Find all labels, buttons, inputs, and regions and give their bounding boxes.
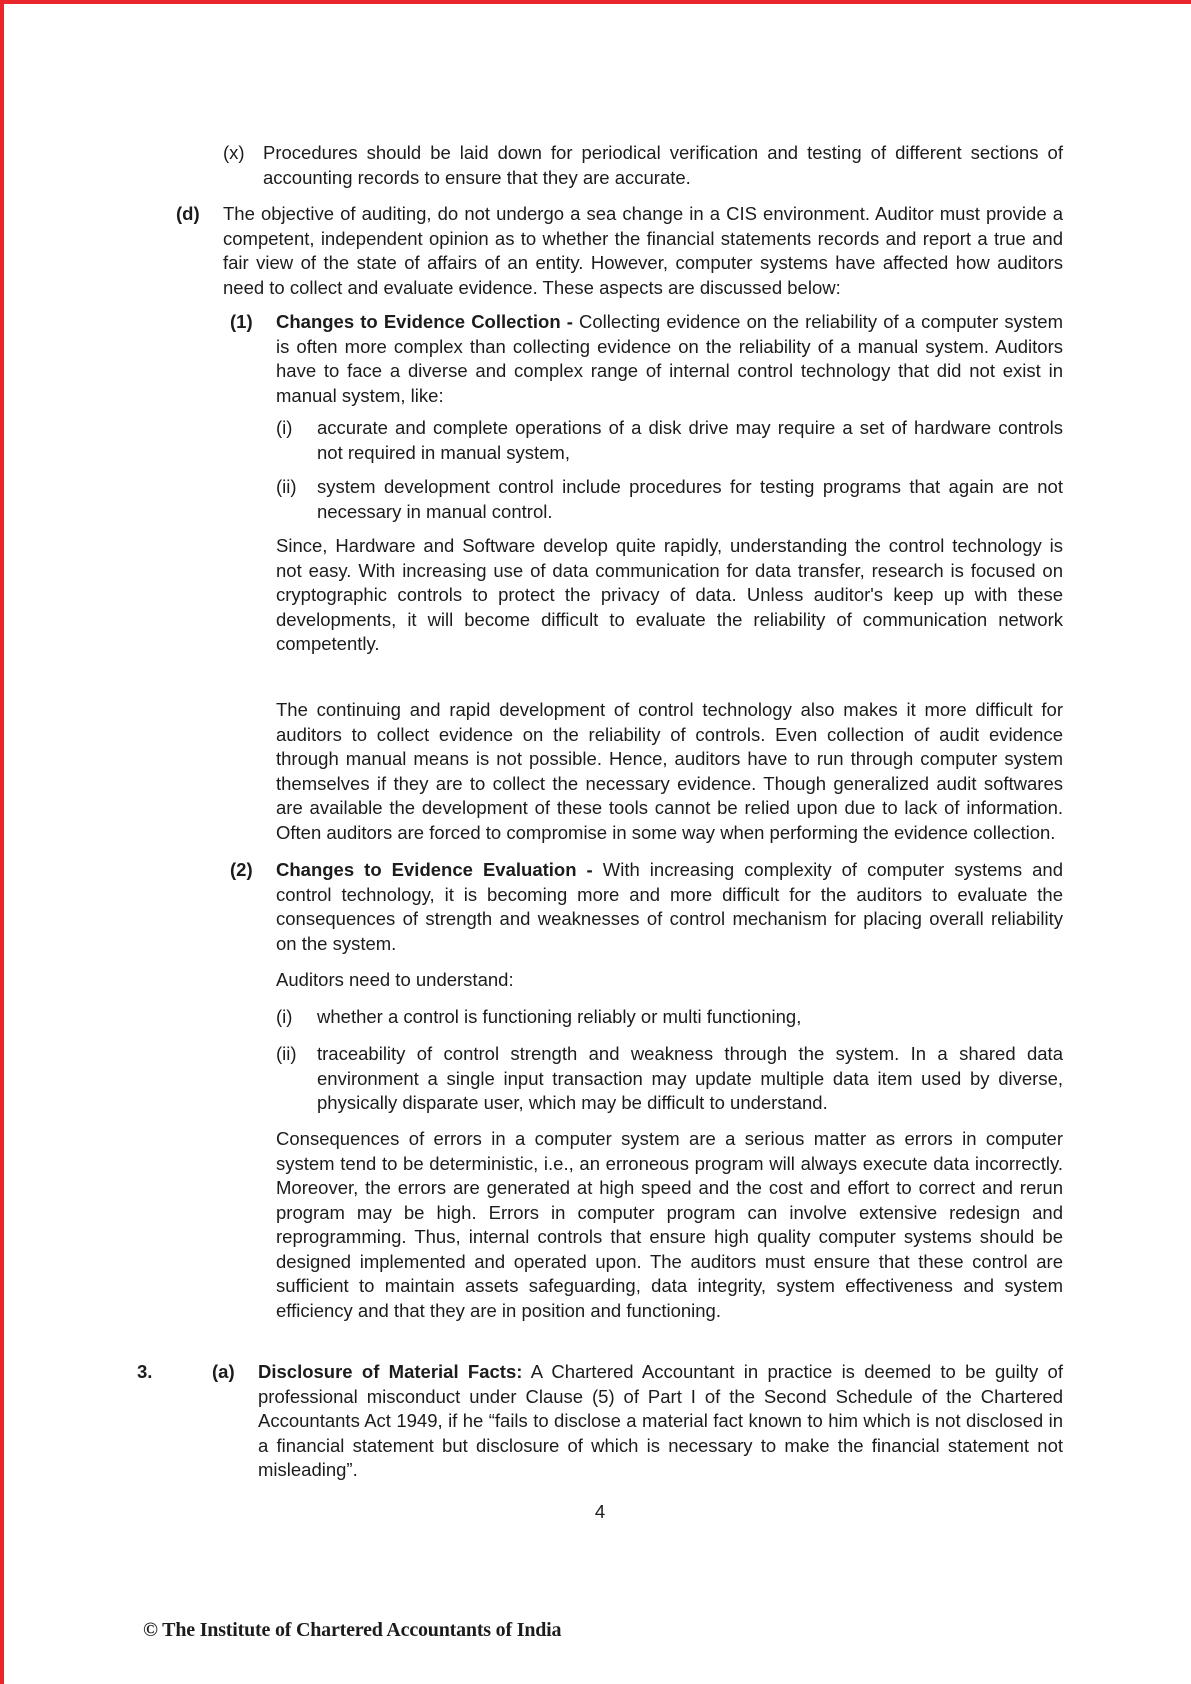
list-item-3a <box>137 1360 1063 1483</box>
list-item-1 <box>230 310 1063 408</box>
list-item-heading: Disclosure of Material Facts: <box>258 1361 523 1382</box>
list-item-1-i <box>276 416 1063 465</box>
list-marker: (x) <box>223 142 245 163</box>
list-item-heading: Changes to Evidence Collection - <box>276 311 573 332</box>
list-item-d <box>176 202 1063 300</box>
paragraph-continuing-development <box>276 698 1063 845</box>
list-item-text: whether a control is functioning reliably or multi functioning, <box>317 1006 802 1027</box>
list-item-text: Procedures should be laid down for periodical verification and testing of different sections of accounting records to ensure that they are accurate. <box>263 142 1063 188</box>
scan-red-line-left <box>0 0 4 1684</box>
list-item-2-i <box>276 1005 1063 1030</box>
list-item-text: The objective of auditing, do not undergo a sea change in a CIS environment. Auditor must provide a competent, independent opinion as to whether the financial statements records and report a true and fair view of the state of affairs of an entity. However, computer systems have affected how auditors need to collect and evaluate evidence. These aspects are discussed below: <box>223 203 1063 298</box>
paragraph-text: Auditors need to understand: <box>276 969 514 990</box>
list-item-x <box>223 141 1063 190</box>
list-marker: (1) <box>230 311 253 332</box>
list-marker: (i) <box>276 417 293 438</box>
list-item-2-ii <box>276 1042 1063 1116</box>
list-marker: (ii) <box>276 1043 297 1064</box>
list-marker: (ii) <box>276 476 297 497</box>
list-item-text: traceability of control strength and weakness through the system. In a shared data environment a single input transaction may update multiple data item used by diverse, physically disparate user, which may be difficult to understand. <box>317 1043 1063 1113</box>
paragraph-since-hardware <box>276 534 1063 657</box>
page-number: 4 <box>594 1501 606 1522</box>
list-item-heading: Changes to Evidence Evaluation - <box>276 859 593 880</box>
scan-red-line-top <box>0 0 1191 4</box>
list-item-text: accurate and complete operations of a disk drive may require a set of hardware controls not required in manual system, <box>317 417 1063 463</box>
list-item-text: Collecting evidence on the reliability of a computer system is often more complex than collecting evidence on the reliability of a manual system. Auditors have to face a diverse and complex range of internal control technology that did not exist in manual system, like: <box>276 311 1063 406</box>
paragraph-consequences <box>276 1127 1063 1323</box>
list-marker-number: 3. <box>137 1361 153 1382</box>
list-marker: (d) <box>176 203 200 224</box>
paragraph-auditors-need <box>276 968 1063 993</box>
list-item-text: With increasing complexity of computer systems and control technology, it is becoming more and more difficult for the auditors to evaluate the consequences of strength and weaknesses of control mechanism for placing overall reliability on the system. <box>276 859 1063 954</box>
list-marker: (i) <box>276 1006 293 1027</box>
list-marker-letter: (a) <box>212 1361 235 1382</box>
footer-copyright: © The Institute of Chartered Accountants of India <box>143 1619 562 1641</box>
paragraph-text: Consequences of errors in a computer system are a serious matter as errors in computer system tend to be deterministic, i.e., an erroneous program will always execute data incorrectly. Moreover, the errors are generated at high speed and the cost and effort to correct and rerun program may be high. Errors in computer program can involve extensive redesign and reprogramming. Thus, internal controls that ensure high quality computer systems should be designed implemented and operated upon. The auditors must ensure that these control are sufficient to maintain assets safeguarding, data integrity, system effectiveness and system efficiency and that they are in position and functioning. <box>276 1128 1063 1321</box>
list-item-2 <box>230 858 1063 956</box>
paragraph-text: The continuing and rapid development of control technology also makes it more difficult for auditors to collect evidence on the reliability of controls. Even collection of audit evidence through manual means is not possible. Hence, auditors have to run through computer system themselves if they are to collect the necessary evidence. Though generalized audit softwares are available the development of these tools cannot be relied upon due to lack of information. Often auditors are forced to compromise in some way when performing the evidence collection. <box>276 699 1063 843</box>
list-item-1-ii <box>276 475 1063 524</box>
list-item-text: A Chartered Accountant in practice is deemed to be guilty of professional misconduct under Clause (5) of Part I of the Second Schedule of the Chartered Accountants Act 1949, if he “fails to disclose a material fact known to him which is not disclosed in a financial statement but disclosure of which is necessary to make the financial statement not misleading”. <box>258 1361 1063 1480</box>
paragraph-text: Since, Hardware and Software develop quite rapidly, understanding the control technology is not easy. With increasing use of data communication for data transfer, research is focused on cryptographic controls to protect the privacy of data. Unless auditor's keep up with these developments, it will become difficult to evaluate the reliability of communication network competently. <box>276 535 1063 654</box>
list-item-text: system development control include procedures for testing programs that again are not necessary in manual control. <box>317 476 1063 522</box>
list-marker: (2) <box>230 859 253 880</box>
